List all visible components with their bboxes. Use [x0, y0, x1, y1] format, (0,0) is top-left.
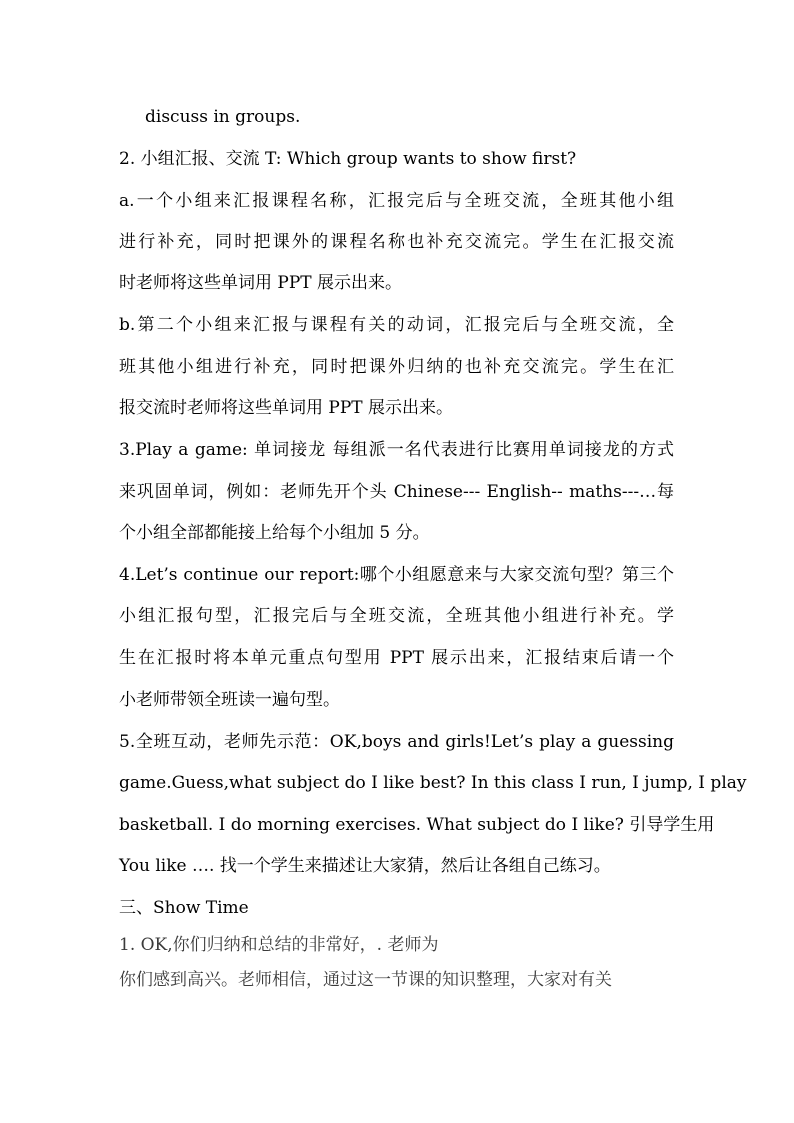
text-line-4: 进行补充，同时把课外的课程名称也补充交流完。学生在汇报交流 [119, 232, 674, 252]
text-line-5: 时老师将这些单词用 PPT 展示出来。 [119, 273, 403, 293]
text-line-10: 来巩固单词，例如：老师先开个头 Chinese--- English-- maths---…每 [119, 482, 674, 502]
text-line-15: 小老师带领全班读一遍句型。 [119, 690, 340, 710]
text-line-11: 个小组全部都能接上给每个小组加 5 分。 [119, 523, 430, 543]
text-line-8: 报交流时老师将这些单词用 PPT 展示出来。 [119, 398, 454, 418]
text-line-21: 1. OK,你们归纳和总结的非常好，. 老师为 [119, 935, 439, 955]
text-line-3: a.一个小组来汇报课程名称，汇报完后与全班交流，全班其他小组 [119, 191, 674, 211]
text-line-14: 生在汇报时将本单元重点句型用 PPT 展示出来，汇报结束后请一个 [119, 648, 674, 668]
text-line-22: 你们感到高兴。老师相信，通过这一节课的知识整理，大家对有关 [119, 970, 612, 990]
text-line-16: 5.全班互动，老师先示范：OK,boys and girls!Let’s play a guessing [119, 732, 674, 752]
text-line-6: b.第二个小组来汇报与课程有关的动词，汇报完后与全班交流，全 [119, 315, 674, 335]
text-line-2: 2. 小组汇报、交流 T: Which group wants to show first? [119, 149, 577, 169]
text-line-17: game.Guess,what subject do I like best? In this class I run, I jump, I play [119, 773, 747, 793]
section-heading-show-time: 三、Show Time [119, 898, 249, 918]
text-line-18: basketball. I do morning exercises. What subject do I like? 引导学生用 [119, 815, 715, 835]
text-line-12: 4.Let’s continue our report:哪个小组愿意来与大家交流句型？第三个 [119, 565, 674, 585]
text-line-13: 小组汇报句型，汇报完后与全班交流，全班其他小组进行补充。学 [119, 606, 674, 626]
text-line-1: discuss in groups. [145, 107, 301, 127]
text-line-19: You like …. 找一个学生来描述让大家猜，然后让各组自己练习。 [119, 856, 611, 876]
text-line-7: 班其他小组进行补充，同时把课外归纳的也补充交流完。学生在汇 [119, 357, 674, 377]
text-line-9: 3.Play a game: 单词接龙 每组派一名代表进行比赛用单词接龙的方式 [119, 440, 674, 460]
